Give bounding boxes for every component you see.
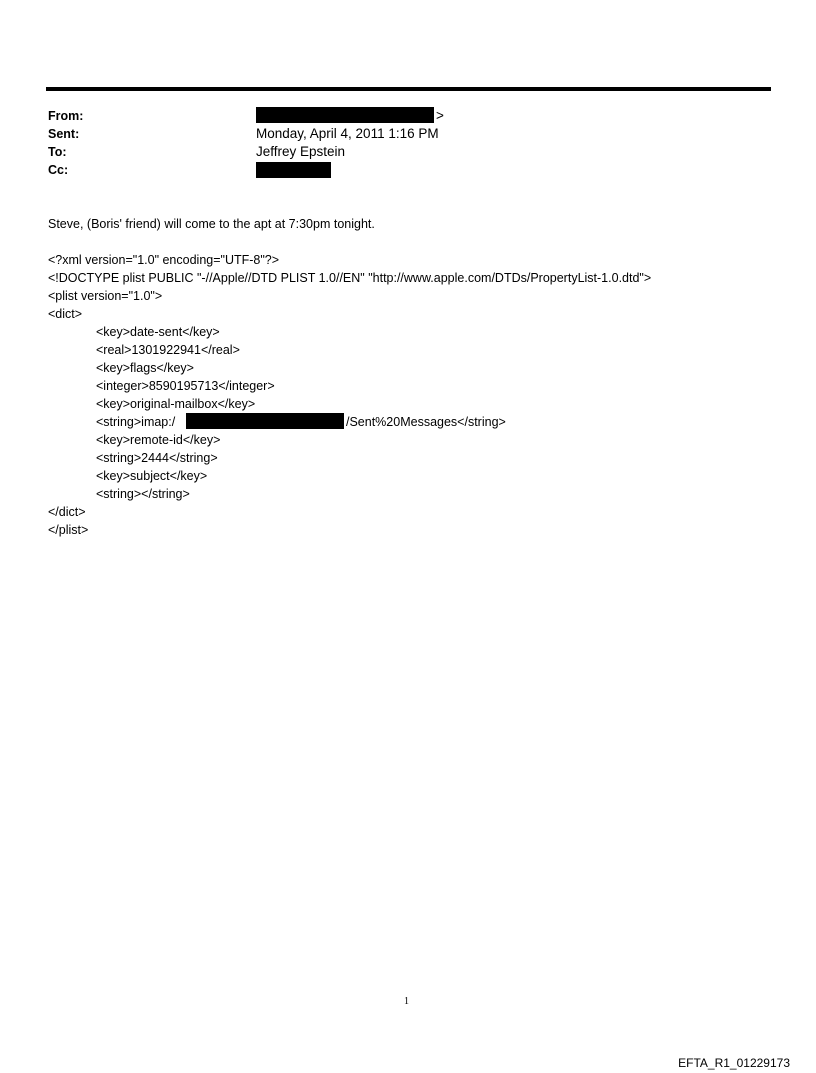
sent-label: Sent: <box>48 127 80 141</box>
key-original-mailbox-line: <key>original-mailbox</key> <box>96 397 256 411</box>
string-imap-prefix: <string>imap:/ <box>96 415 176 429</box>
key-date-sent-line: <key>date-sent</key> <box>96 325 220 339</box>
header-divider <box>46 87 771 91</box>
doctype-line: <!DOCTYPE plist PUBLIC "-//Apple//DTD PLIST 1.0//EN" "http://www.apple.com/DTDs/PropertyList-1.0.dtd"> <box>48 271 652 285</box>
key-remote-id-line: <key>remote-id</key> <box>96 433 221 447</box>
redacted-cc-address <box>256 162 331 178</box>
dict-open-line: <dict> <box>48 307 83 321</box>
string-remote-id-line: <string>2444</string> <box>96 451 218 465</box>
plist-close-line: </plist> <box>48 523 89 537</box>
from-suffix: > <box>436 108 444 123</box>
from-label: From: <box>48 109 84 123</box>
key-flags-line: <key>flags</key> <box>96 361 194 375</box>
real-value-line: <real>1301922941</real> <box>96 343 240 357</box>
sent-value: Monday, April 4, 2011 1:16 PM <box>256 126 439 141</box>
plist-open-line: <plist version="1.0"> <box>48 289 163 303</box>
redacted-mailbox-path <box>186 413 344 429</box>
to-value: Jeffrey Epstein <box>256 144 346 159</box>
bates-number: EFTA_R1_01229173 <box>678 1056 790 1070</box>
page-number: 1 <box>404 996 409 1007</box>
message-text: Steve, (Boris' friend) will come to the apt at 7:30pm tonight. <box>48 217 375 231</box>
integer-value-line: <integer>8590195713</integer> <box>96 379 275 393</box>
xml-declaration-line: <?xml version="1.0" encoding="UTF-8"?> <box>48 253 280 267</box>
string-subject-line: <string></string> <box>96 487 190 501</box>
string-imap-suffix: /Sent%20Messages</string> <box>346 415 506 429</box>
dict-close-line: </dict> <box>48 505 86 519</box>
redacted-from-address <box>256 107 434 123</box>
cc-label: Cc: <box>48 163 69 177</box>
key-subject-line: <key>subject</key> <box>96 469 208 483</box>
to-label: To: <box>48 145 67 159</box>
